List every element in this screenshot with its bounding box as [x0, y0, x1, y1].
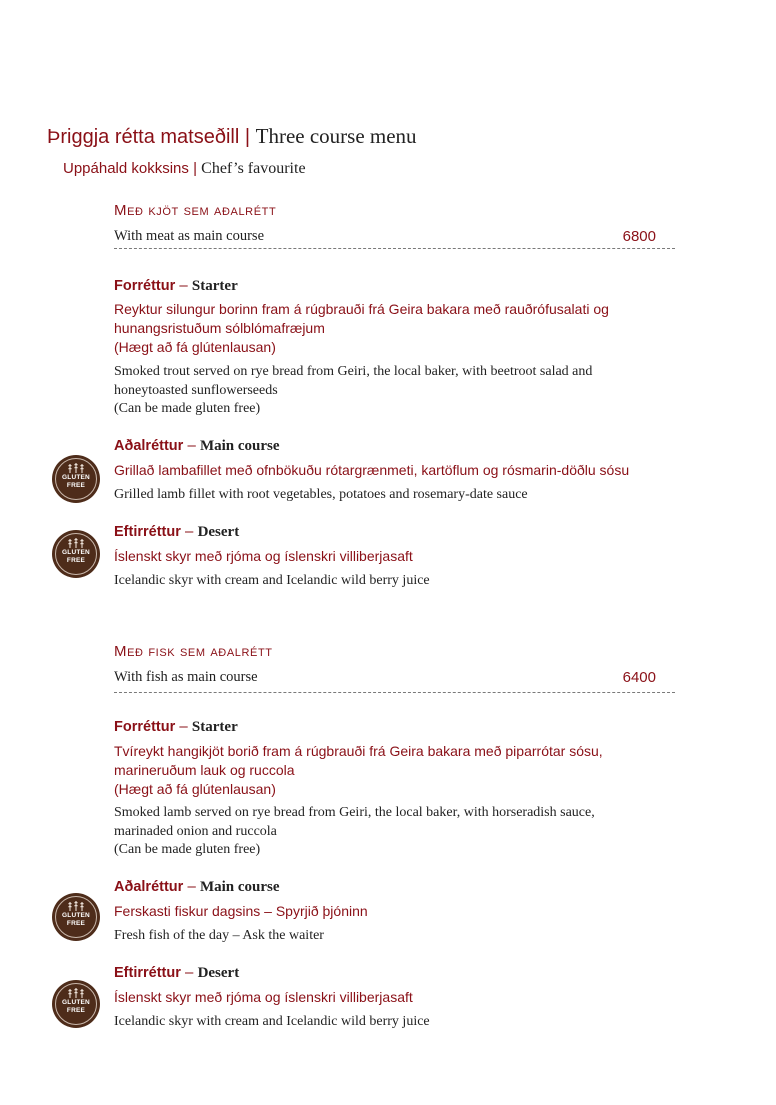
description-line: Íslenskt skyr með rjóma og íslenskri villiberjasaft	[114, 548, 413, 564]
description-line: Icelandic skyr with cream and Icelandic wild berry juice	[114, 573, 430, 588]
description-line: Icelandic skyr with cream and Icelandic wild berry juice	[114, 1014, 430, 1029]
description-line: marinaded onion and ruccola	[114, 823, 277, 839]
gluten-free-badge-icon	[52, 893, 100, 941]
description-line: (Hægt að fá glútenlausan)	[114, 339, 276, 355]
course-separator: –	[180, 964, 198, 981]
subtitle-icelandic: Uppáhald kokksins	[63, 160, 189, 177]
course-name-english: Desert	[197, 524, 240, 540]
page-subtitle	[63, 160, 306, 178]
course-name-english: Desert	[197, 965, 240, 981]
section-title: Með fisk sem aðalrétt	[114, 643, 273, 660]
course-name-icelandic: Forréttur	[114, 719, 176, 735]
description-line: hunangsristuðum sólblómafræjum	[114, 320, 325, 336]
course-separator: –	[183, 878, 200, 895]
course-separator: –	[175, 718, 192, 735]
description-line: Ferskasti fiskur dagsins – Spyrjið þjóninn	[114, 903, 368, 919]
course-heading	[114, 437, 280, 455]
gluten-free-badge-icon	[52, 455, 100, 503]
course-description-icelandic	[114, 742, 694, 799]
description-line: (Hægt að fá glútenlausan)	[114, 781, 276, 797]
course-description-english	[114, 363, 694, 419]
course-heading	[114, 523, 239, 541]
course-name-english: Starter	[191, 278, 238, 294]
description-line: Grilled lamb fillet with root vegetables, potatoes and rosemary-date sauce	[114, 487, 528, 502]
course-description-icelandic	[114, 547, 694, 566]
wheat-icon	[66, 987, 86, 999]
course-description-icelandic	[114, 902, 694, 921]
gluten-free-badge-icon	[52, 980, 100, 1028]
description-line: Smoked trout served on rye bread from Geiri, the local baker, with beetroot salad and	[114, 364, 593, 379]
description-line: Íslenskt skyr með rjóma og íslenskri villiberjasaft	[114, 989, 413, 1005]
description-line: Smoked lamb served on rye bread from Geiri, the local baker, with horseradish sauce,	[114, 805, 595, 820]
section-subtitle-row	[114, 669, 674, 686]
description-line: (Can be made gluten free)	[114, 401, 261, 416]
wheat-icon	[66, 900, 86, 912]
badge-line: FREE	[66, 482, 86, 489]
badge-line: FREE	[66, 1007, 86, 1014]
title-icelandic: Þriggja rétta matseðill	[47, 126, 240, 148]
course-description-icelandic	[114, 300, 694, 357]
description-line: Fresh fish of the day – Ask the waiter	[114, 928, 324, 943]
course-name-english: Starter	[191, 719, 238, 735]
course-name-icelandic: Eftirréttur	[114, 965, 181, 981]
title-separator: |	[239, 126, 256, 148]
title-english: Three course menu	[255, 124, 417, 148]
wheat-icon	[66, 537, 86, 549]
course-separator: –	[183, 437, 200, 454]
description-line: (Can be made gluten free)	[114, 842, 261, 857]
description-line: marineruðum lauk og ruccola	[114, 762, 295, 778]
course-description-english	[114, 486, 694, 505]
page-title	[47, 124, 417, 149]
description-line: honeytoasted sunflowerseeds	[114, 382, 278, 398]
course-name-english: Main course	[199, 438, 280, 454]
badge-line: GLUTEN	[62, 999, 90, 1006]
course-name-english: Main course	[199, 879, 280, 895]
course-separator: –	[180, 523, 198, 540]
section-subtitle: With meat as main course	[114, 228, 265, 244]
badge-line: FREE	[66, 920, 86, 927]
section-subtitle-row	[114, 228, 674, 245]
section-divider	[114, 248, 675, 249]
section-price: 6800	[622, 228, 656, 245]
course-heading	[114, 964, 239, 982]
section-price: 6400	[622, 669, 656, 686]
course-heading	[114, 718, 238, 736]
course-name-icelandic: Eftirréttur	[114, 524, 181, 540]
description-line: Grillað lambafillet með ofnbökuðu rótargrænmeti, kartöflum og rósmarin-döðlu sósu	[114, 462, 630, 478]
section-divider	[114, 692, 675, 693]
course-description-english	[114, 804, 694, 860]
badge-line: GLUTEN	[62, 549, 90, 556]
course-description-icelandic	[114, 461, 694, 480]
course-description-english	[114, 572, 694, 591]
course-name-icelandic: Aðalréttur	[114, 879, 184, 895]
subtitle-separator: |	[188, 160, 202, 177]
gluten-free-badge-icon	[52, 530, 100, 578]
subtitle-english: Chef’s favourite	[201, 160, 306, 177]
course-description-english	[114, 927, 694, 946]
section-title: Með kjöt sem aðalrétt	[114, 202, 277, 219]
course-separator: –	[175, 277, 192, 294]
course-heading	[114, 277, 238, 295]
course-description-icelandic	[114, 988, 694, 1007]
section-subtitle: With fish as main course	[114, 669, 258, 685]
course-name-icelandic: Aðalréttur	[114, 438, 184, 454]
course-name-icelandic: Forréttur	[114, 278, 176, 294]
course-heading	[114, 878, 280, 896]
badge-line: FREE	[66, 557, 86, 564]
description-line: Reyktur silungur borinn fram á rúgbrauði frá Geira bakara með rauðrófusalati og	[114, 301, 609, 317]
course-description-english	[114, 1013, 694, 1032]
wheat-icon	[66, 462, 86, 474]
badge-line: GLUTEN	[62, 474, 90, 481]
badge-line: GLUTEN	[62, 912, 90, 919]
description-line: Tvíreykt hangikjöt borið fram á rúgbrauði frá Geira bakara með piparrótar sósu,	[114, 743, 603, 759]
